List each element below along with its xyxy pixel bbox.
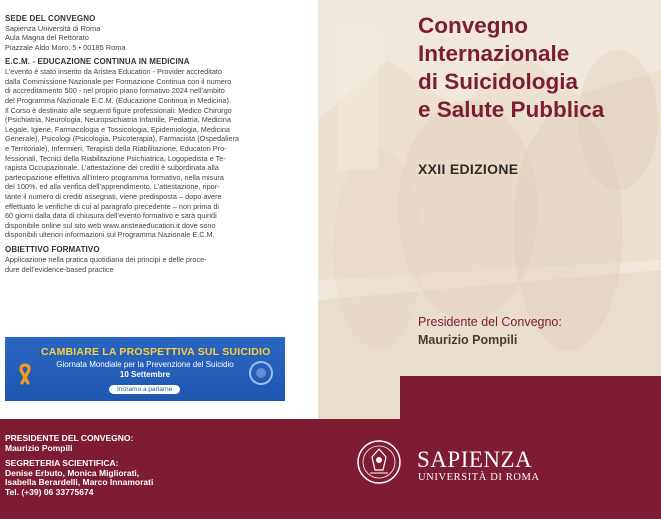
cover-title-line: Convegno bbox=[418, 13, 528, 38]
cover-title-line: Internazionale bbox=[418, 41, 570, 66]
footer-secretariat-names: Denise Erbuto, Monica Migliorati, bbox=[5, 467, 140, 478]
venue-heading: SEDE DEL CONVEGNO bbox=[5, 14, 96, 23]
banner-pill: Iniziamo a parlarne bbox=[109, 385, 180, 394]
objective-line: dure dell’evidence-based practice bbox=[5, 264, 114, 274]
ecm-line: e Territoriale), Infermieri, Terapisti della Riabilitazione, Educatori Pro- bbox=[5, 143, 227, 153]
ecm-heading: E.C.M. - EDUCAZIONE CONTINUA IN MEDICINA bbox=[5, 57, 190, 67]
banner-subtitle bbox=[45, 360, 245, 379]
ecm-line: L’evento è stato inserito da Aristea Education - Provider accreditato bbox=[5, 67, 223, 77]
ecm-line: rapista Occupazionale. L’attestazione dei crediti è subordinata alla bbox=[5, 163, 219, 173]
ecm-line: del Programma Nazionale E.C.M. (Educazione Continua in Medicina). bbox=[5, 96, 231, 105]
banner-headline bbox=[41, 346, 271, 358]
banner-subtitle-line: Giornata Mondiale per la Prevenzione del Suicidio bbox=[56, 360, 234, 369]
ecm-line: Generale), Psicologi (Psicologia, Psicoterapia), Farmacista (Ospedaliera bbox=[5, 134, 240, 144]
footer-secretariat-names: Isabella Berardelli, Marco Innamorati bbox=[5, 477, 154, 487]
brand-block bbox=[400, 376, 661, 420]
ecm-body bbox=[5, 67, 287, 240]
venue-line: Aula Magna del Rettorato bbox=[5, 33, 89, 43]
ecm-line: effettuato le verifiche di cui al paragrafo precedente – non prima di bbox=[5, 201, 220, 211]
banner-headline-part2: SUL SUICIDIO bbox=[197, 346, 271, 358]
ecm-line: del 100%, ed alla verifica dell’apprendimento. L’attestazione, ripor- bbox=[5, 182, 220, 192]
ecm-line: 60 giorni dalla data di chiusura dell’evento formativo e sarà quindi bbox=[5, 211, 217, 221]
footer-info bbox=[5, 434, 153, 497]
footer-president-name: Maurizio Pompili bbox=[5, 442, 73, 453]
footer bbox=[0, 419, 661, 519]
cover-panel bbox=[318, 0, 661, 419]
ecm-line: (Psichiatria, Neurologia, Neuropsichiatria Infantile, Pediatria, Medicina bbox=[5, 115, 231, 125]
cover-title bbox=[418, 12, 658, 124]
ecm-line: disponibili ulteriori informazioni sul Programma Nazionale E.C.M. bbox=[5, 230, 215, 240]
ecm-line: tante il numero di crediti assegnati, viene predisposta – dopo avere bbox=[5, 191, 222, 201]
ecm-line: partecipazione effettiva all’intero programma formativo, nella misura bbox=[5, 172, 224, 182]
sapienza-seal-icon bbox=[356, 437, 402, 487]
president-label: Presidente del Convegno: bbox=[418, 315, 562, 329]
cover-title-line: e Salute Pubblica bbox=[418, 97, 605, 122]
ecm-line: dalla Commissione Nazionale per Formazione Continua con il numero bbox=[5, 76, 232, 86]
edition-label: XXII EDIZIONE bbox=[418, 161, 519, 177]
ecm-line: disponibile online sul sito web www.aristeaeducation.it dove sono bbox=[5, 220, 216, 230]
footer-secretariat-heading: SEGRETERIA SCIENTIFICA: bbox=[5, 458, 119, 468]
cover-title-line: di Suicidologia bbox=[418, 69, 579, 94]
objective-line: Applicazione nella pratica quotidiana dei principi e delle proce- bbox=[5, 254, 207, 264]
logo-subtitle: UNIVERSITÀ DI ROMA bbox=[418, 472, 540, 483]
footer-president-heading: PRESIDENTE DEL CONVEGNO: bbox=[5, 433, 134, 443]
prevention-banner bbox=[5, 337, 285, 401]
footer-phone: Tel. (+39) 06 33775674 bbox=[5, 486, 94, 497]
ecm-line: di accreditamento 500 - nel proprio piano formativo 2024 nell’ambito bbox=[5, 86, 225, 96]
banner-date: 10 Settembre bbox=[119, 369, 171, 379]
logo-wordmark: SAPIENZA bbox=[417, 447, 533, 472]
awareness-ribbon-icon bbox=[18, 363, 32, 385]
ecm-line: fessionali, Tecnici della Riabilitazione Psichiatrica, Logopedista e Te- bbox=[5, 153, 226, 163]
objective-heading: OBIETTIVO FORMATIVO bbox=[5, 244, 100, 254]
globe-icon bbox=[249, 361, 273, 385]
venue-line: Sapienza Università di Roma bbox=[5, 24, 101, 33]
president-name: Maurizio Pompili bbox=[418, 333, 518, 347]
ecm-line: Legale, Igiene, Farmacologia e Tossicologia, Epidemiologia, Medicina bbox=[5, 124, 230, 134]
banner-headline-part1: CAMBIARE LA PROSPETTIVA bbox=[41, 346, 195, 358]
ecm-line: Il Corso è destinato alle seguenti figure professionali: Medico Chirurgo bbox=[5, 105, 232, 115]
venue-line: Piazzale Aldo Moro, 5 • 00185 Roma bbox=[5, 42, 126, 52]
